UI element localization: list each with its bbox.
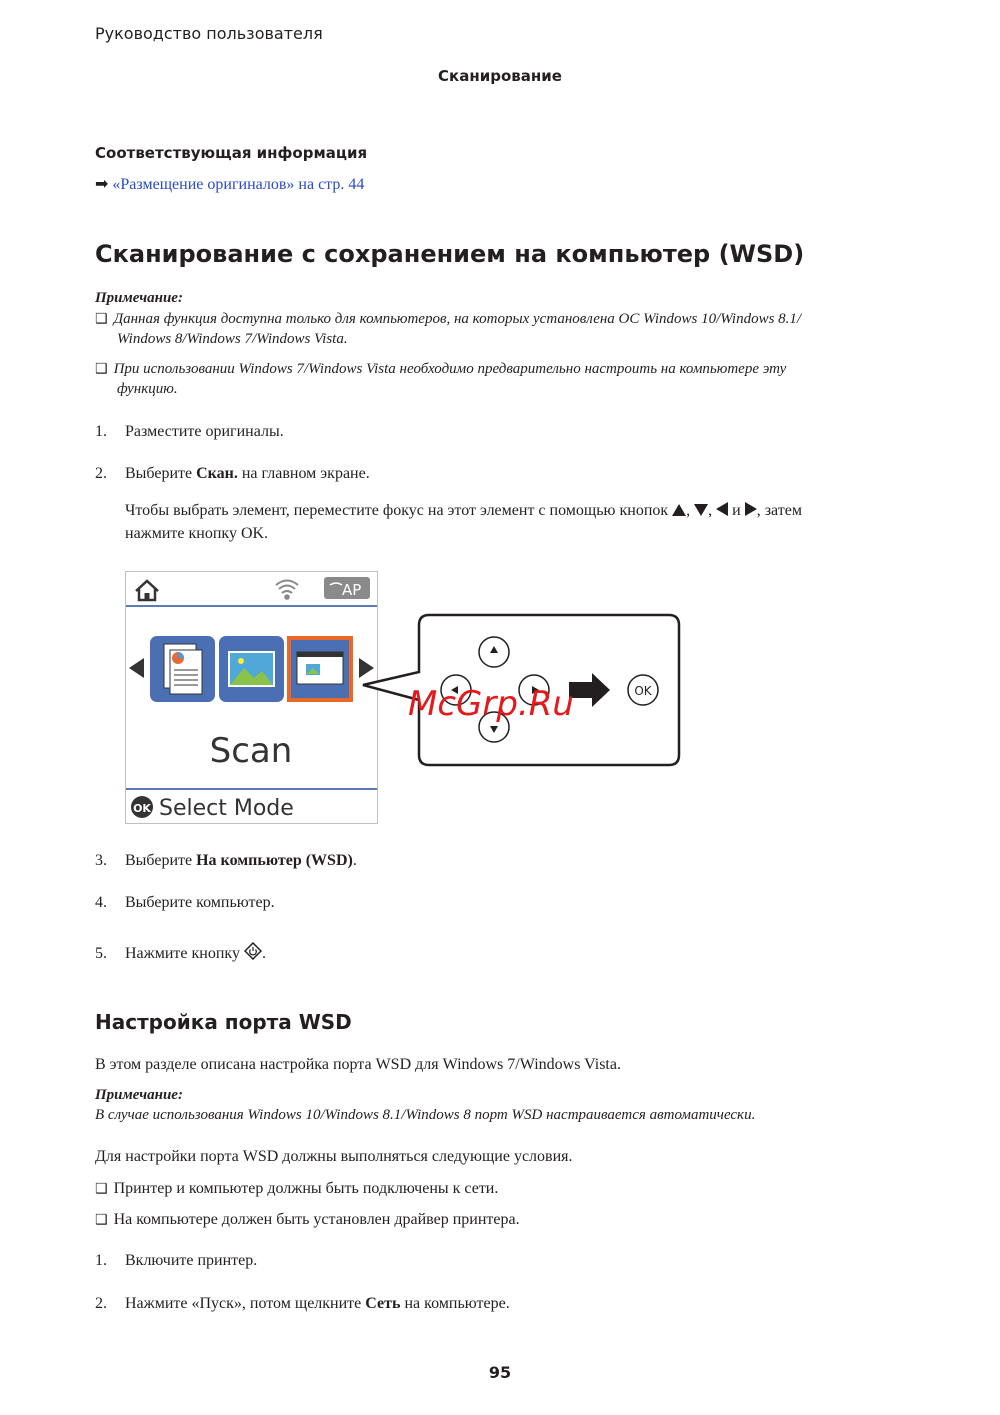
lcd-illustration xyxy=(126,572,377,823)
photo-icon xyxy=(219,636,284,702)
page-number: 95 xyxy=(488,1363,512,1382)
lcd-left-arrow-icon xyxy=(129,658,144,678)
note-label: Примечание: xyxy=(95,290,183,306)
related-info-title: Соответствующая информация xyxy=(95,144,368,162)
step-number: 4. xyxy=(95,894,107,911)
left-triangle-icon xyxy=(716,502,728,516)
step-item xyxy=(95,423,284,441)
step-text: . xyxy=(352,852,357,869)
conditions-intro: Для настройки порта WSD должны выполняться следующие условия. xyxy=(95,1148,573,1165)
step-item xyxy=(95,852,357,870)
step-number: 2. xyxy=(95,1295,107,1312)
right-triangle-icon xyxy=(745,502,757,516)
copy-icon xyxy=(150,636,215,702)
section-header: Сканирование xyxy=(438,67,562,85)
step-bold: Сеть xyxy=(365,1295,401,1312)
step-text: Включите принтер. xyxy=(125,1252,258,1269)
ok-button-icon xyxy=(131,796,153,818)
up-button-icon xyxy=(479,637,509,667)
wifi-ap-icon xyxy=(324,577,370,599)
condition-item xyxy=(95,1180,498,1198)
separator: , xyxy=(708,502,717,519)
scan-icon xyxy=(287,636,353,702)
note-label: Примечание: xyxy=(95,1087,183,1103)
step-text: Нажмите кнопку xyxy=(125,945,244,962)
note-text: В случае использования Windows 10/Windows 8.1/Windows 8 порт WSD настраивается автоматически. xyxy=(95,1107,756,1123)
condition-item xyxy=(95,1211,520,1229)
condition-text: Принтер и компьютер должны быть подключены к сети. xyxy=(113,1180,499,1197)
checkbox-icon: ❑ xyxy=(95,361,108,377)
step-text: Выберите xyxy=(125,852,197,869)
wifi-icon xyxy=(276,581,298,599)
checkbox-icon: ❑ xyxy=(95,1212,108,1228)
step-text: Разместите оригиналы. xyxy=(125,423,284,440)
step-bold: Скан. xyxy=(196,465,238,482)
watermark: McGrp.Ru xyxy=(408,684,574,724)
step-item xyxy=(95,894,275,912)
separator: и xyxy=(728,502,745,519)
step-text: . xyxy=(261,945,266,962)
step-item xyxy=(95,1252,257,1270)
ok-label: OK xyxy=(133,802,151,815)
step-text: на главном экране. xyxy=(237,465,370,482)
step-text: на компьютере. xyxy=(400,1295,510,1312)
checkbox-icon: ❑ xyxy=(95,1181,108,1197)
note-text: Данная функция доступна только для компьютеров, на которых установлена ОС Windows 10/Windows 8.1/ xyxy=(113,311,802,327)
related-link-row xyxy=(95,174,364,194)
step-item xyxy=(95,1295,510,1313)
step-bold: На компьютер (WSD) xyxy=(196,852,353,869)
down-triangle-icon xyxy=(694,504,708,516)
step-text: Выберите компьютер. xyxy=(125,894,275,911)
step-text: Нажмите «Пуск», потом щелкните xyxy=(125,1295,366,1312)
step-number: 3. xyxy=(95,852,107,869)
note-item xyxy=(95,311,801,328)
step-text: Выберите xyxy=(125,465,197,482)
note-item xyxy=(95,361,786,378)
step-number: 1. xyxy=(95,1252,107,1269)
condition-text: На компьютере должен быть установлен драйвер принтера. xyxy=(113,1211,520,1228)
focus-instructions xyxy=(125,502,802,520)
lcd-mode-title: Scan xyxy=(209,731,293,771)
focus-instructions-cont: нажмите кнопку OK. xyxy=(125,525,269,542)
focus-text: Чтобы выбрать элемент, переместите фокус на этот элемент с помощью кнопок xyxy=(125,502,673,519)
lcd-screen xyxy=(125,571,378,824)
running-title: Руководство пользователя xyxy=(95,24,323,43)
checkbox-icon: ❑ xyxy=(95,311,108,327)
step-number: 1. xyxy=(95,423,107,440)
note-text: При использовании Windows 7/Windows Vista необходимо предварительно настроить на компьютере эту xyxy=(113,361,787,377)
ok-button-icon xyxy=(628,675,658,705)
step-number: 5. xyxy=(95,945,107,962)
step-number: 2. xyxy=(95,465,107,482)
lcd-footer-label: Select Mode xyxy=(159,796,294,821)
note-text-cont: функцию. xyxy=(117,381,178,397)
step-item xyxy=(95,465,370,483)
ap-label: AP xyxy=(342,581,362,599)
subsection-title: Настройка порта WSD xyxy=(95,1010,352,1034)
related-link[interactable]: «Размещение оригиналов» на стр. 44 xyxy=(112,176,365,193)
arrow-right-icon: ➡ xyxy=(95,174,109,193)
section-title: Сканирование с сохранением на компьютер (WSD) xyxy=(95,240,805,268)
start-button-icon xyxy=(244,942,262,960)
home-icon xyxy=(136,581,158,600)
ok-label: OK xyxy=(634,684,652,698)
separator: , xyxy=(686,502,695,519)
focus-text: , затем xyxy=(756,502,802,519)
subsection-intro: В этом разделе описана настройка порта WSD для Windows 7/Windows Vista. xyxy=(95,1056,621,1073)
step-item xyxy=(95,942,266,963)
up-triangle-icon xyxy=(672,504,686,516)
note-text-cont: Windows 8/Windows 7/Windows Vista. xyxy=(117,331,348,347)
